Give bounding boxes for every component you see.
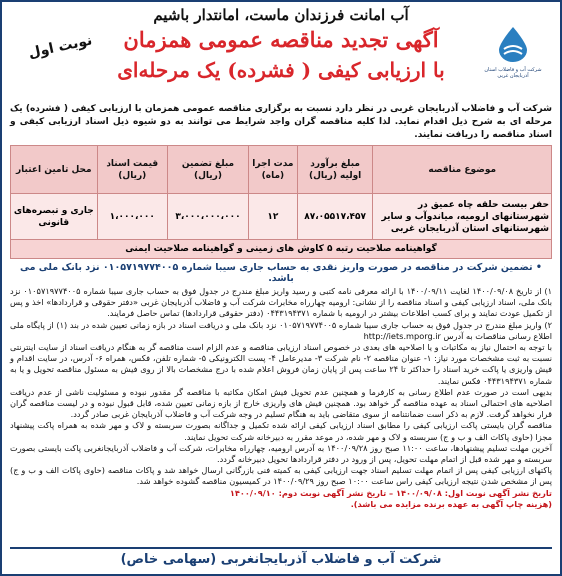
cell-doc-price: ۱،۰۰۰،۰۰۰ [97, 194, 167, 240]
col-duration: مدت اجرا (ماه) [249, 146, 298, 194]
publication-dates: تاریخ نشر آگهی نوبت اول: ۱۴۰۰/۰۹/۰۸ – تاریخ نشر آگهی نوبت دوم: ۱۴۰۰/۰۹/۱۰ [229, 487, 552, 498]
table-row [11, 194, 552, 240]
intro-text: شرکت آب و فاضلاب آذربایجان غربی در نظر دارد نسبت به برگزاری مناقصه عمومی همزمان با ارزیابی کیفی ( فشرده) یک مرحله ای به شرح ذیل اقدام نماید. لذا کلیه مناقصه گران واجد شرایط می توانند به دو شیوه ذیل اسناد ارزیابی کیفی و اسناد مناقصه را دریافت نمایند. [10, 104, 552, 140]
cell-funding: جاری و تبصره‌های قانونی [11, 194, 98, 240]
notice-title: آگهی تجدید مناقصه عمومی همزمان [123, 27, 439, 52]
qualification-note: گواهینامه صلاحیت رتبه ۵ کاوش های زمینی و گواهینامه صلاحیت ایمنی [11, 240, 552, 259]
cell-subject: حفر بیست حلقه چاه عمیق در شهرستانهای ارومیه، میاندوآب و سایر شهرستانهای استان آذربایجان غربی [373, 194, 552, 240]
publication-round-label: نوبت اول [27, 32, 94, 62]
slogan: آب امانت فرزندان ماست، امانتدار باشیم [153, 6, 409, 24]
logo [482, 25, 544, 79]
water-drop-logo-icon [495, 25, 531, 63]
paragraph: آخرین مهلت تسلیم پیشنهادها، ساعت ۱۱:۰۰ صبح روز ۱۴۰۰/۰۹/۲۸ به آدرس ارومیه، چهارراه مخابرات، شرکت آب و فاضلاب آذربایجانغربی پاکت بایستی بصورت سربسته و مهر شده قبل از اتمام مهلت تحویل، پس از ورود در دفتر قراردادها تحویل دبیرخانه گردد. [10, 442, 552, 465]
paragraph: پاکتهای ارزیابی کیفی پس از اتمام مهلت تسلیم اسناد جهت ارزیابی کیفی به کمیته فنی بازرگانی ارسال خواهد شد و پاکات مناقصه (حاوی پاکات الف و ب و ج) پس از مشخص شدن نتیجه ارزیابی کیفی راس ساعت ۱۰:۰۰ صبح روز ۱۴۰۰/۰۹/۲۹ در کمیسیون مناقصه گشوده خواهد شد. [10, 465, 552, 487]
notice-subtitle: با ارزیابی کیفی ( فشرده) یک مرحله‌ای [117, 58, 445, 82]
col-funding: محل تامین اعتبار [11, 146, 98, 194]
cell-estimate: ۸۷،۰۵۵۱۷،۴۵۷ [297, 194, 373, 240]
col-subject: موضوع مناقصه [373, 146, 552, 194]
body-text [10, 286, 552, 510]
cost-note: (هزینه چاپ آگهی به عهده برنده مزایده می باشد). [350, 498, 552, 509]
table-header-row [11, 146, 552, 194]
cell-guarantee: ۳،۰۰۰،۰۰۰،۰۰۰ [167, 194, 248, 240]
paragraph: بدیهی است در صورت عدم اطلاع رسانی به کارفرما و همچنین عدم تحویل فیش امکان مکاتبه با مناقصه گر مقدور نبوده و مسئولیت ناشی از عدم دریافت اصلاحیه های احتمالی اسناد به عهده مناقصه گر خواهد بود. همچنین فیش های واریزی خارج از بازه زمانی تعیین شده، قابل قبول نبوده و در لیست مناقصه گران قرار نخواهد گرفت. لازم به ذکر است ضمانتنامه از سوی متقاضی باید به هنگام تسلیم در وجه شرکت آب و فاضلاب آذربایجان غربی صادر گردد. [10, 386, 552, 420]
paragraph: ۲) واریز مبلغ مندرج در جدول فوق به حساب جاری سیبا شماره ۰۱۰۵۷۱۹۷۷۴۰۰۵ نزد بانک ملی و دریافت اسناد در بازه زمانی تعیین شده در بند (۱) از پایگاه ملی اطلاع رسانی مناقصات به آدرس http://iets.mporg.ir [10, 319, 553, 341]
paragraph: با توجه به احتمال نیاز به مکاتبات و یا اصلاحیه های بعدی در خصوص اسناد ارزیابی مناقصه و عدم الزام است مناقصه گر به هنگام دریافت اسناد از سایت اینترنتی نسبت به ثبت مشخصات مورد نیاز: ۱- عنوان مناقصه ۲- نام شرکت ۳- مدیرعامل ۴- پست الکترونیکی ۵- شماره تلفن، فکس، همراه ۶- آدرس، در سایت اقدام و فیش واریزی یا پاکت خرید اسناد را حداکثر تا ۲۴ ساعت پس از پایان زمان فروش اعلام شده با درج مشخصات بالا از روی فیش به مسئول مناقصه تحویل و یا به شماره ۰۴۴۳۱۹۴۳۷۱ فکس نمایند. [10, 342, 552, 386]
col-doc-price: قیمت اسناد (ریال) [97, 146, 167, 194]
cell-duration: ۱۲ [249, 194, 298, 240]
logo-text: شرکت آب و فاضلاب استان آذربایجان غربی [484, 67, 542, 79]
tender-table [10, 145, 552, 259]
table-note-row [11, 240, 552, 259]
col-estimate: مبلغ برآورد اولیه (ریال) [297, 146, 373, 194]
guarantee-highlight: • تضمین شرکت در مناقصه در صورت واریز نقدی به حساب جاری سیبا شماره ۰۱۰۵۷۱۹۷۷۴۰۰۵ نزد بانک ملی می باشد. [20, 262, 542, 284]
header [10, 25, 552, 101]
paragraph: ۱) از تاریخ ۱۴۰۰/۰۹/۰۸ لغایت ۱۴۰۰/۰۹/۱۱ با ارائه معرفی نامه کتبی و رسید واریز مبلغ مندرج در جدول فوق به حساب جاری سیبا شماره ۰۱۰۵۷۱۹۷۷۴۰۰۵ نزد بانک ملی، اسناد ارزیابی کیفی و اسناد مناقصه را از نشانی: ارومیه چهارراه مخابرات شرکت آب و فاضلاب آذربایجان غربی «دفتر حقوقی و قراردادها» اخذ و پس از تکمیل عودت نمایند و برای کسب اطلاعات بیشتر در ارومیه با شماره ۰۴۴۳۱۹۴۳۷۱ (دفتر حقوقی قراردادها) تماس حاصل فرمایند. [10, 286, 552, 319]
paragraph: مناقصه گران بایستی پاکت ارزیابی کیفی را مطابق اسناد ارزیابی کیفی ارائه شده تکمیل و جداگانه بصورت سربسته و لاک و مهر شده به همراه پاکت پیشنهاد مجزا (حاوی پاکات الف و ب و ج) سربسته و لاک و مهر شده، در موعد مقرر به دبیرخانه شرکت تحویل نمایند. [10, 420, 552, 442]
col-guarantee: مبلغ تضمین (ریال) [167, 146, 248, 194]
footer-company-name: شرکت آب و فاضلاب آذربایجانغربی (سهامی خاص) [10, 547, 552, 571]
